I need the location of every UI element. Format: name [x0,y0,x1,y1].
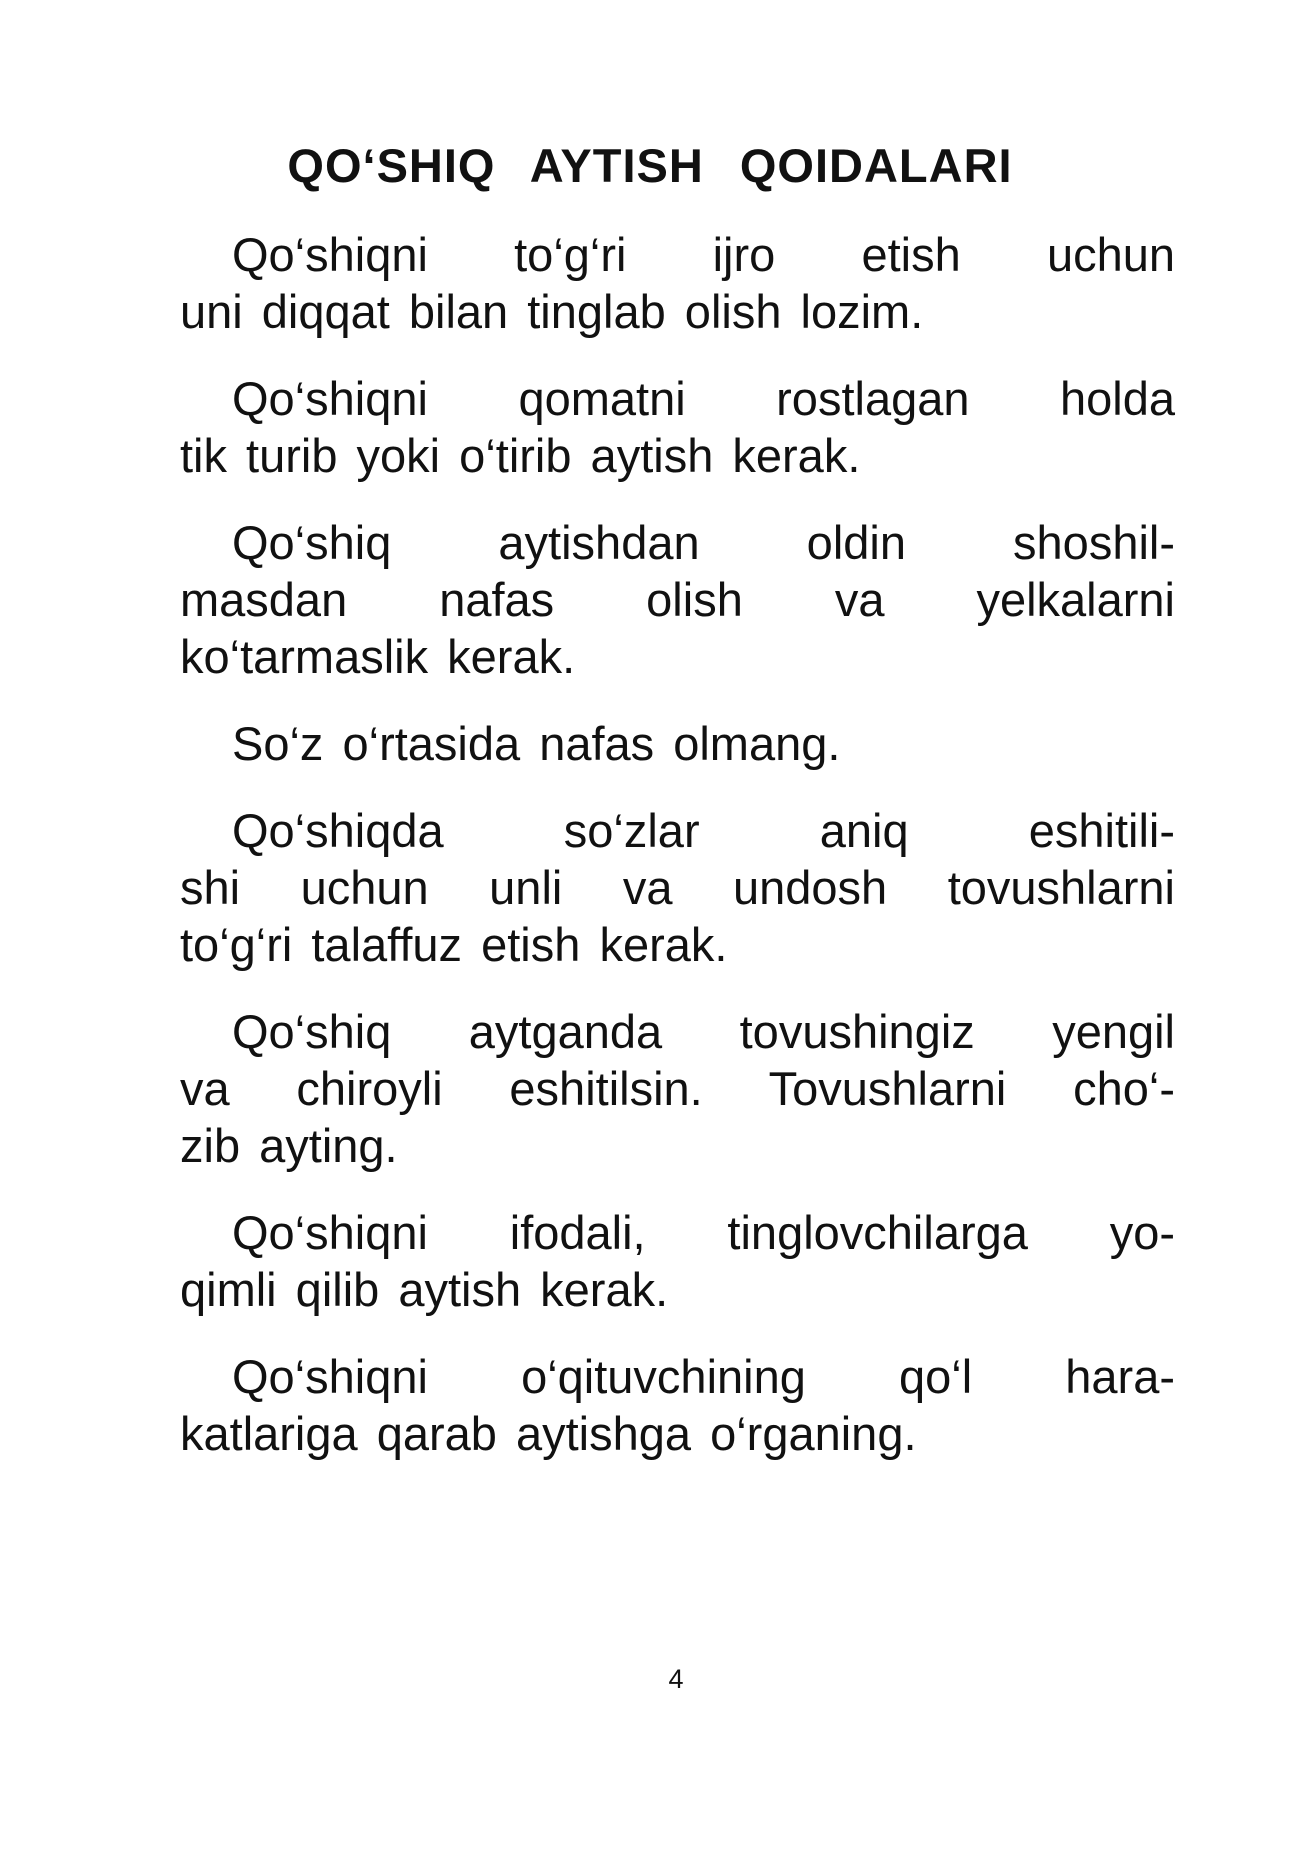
rule-line: Qo‘shiqda so‘zlar aniq eshitili- [232,804,1175,857]
rule-paragraph-1 [180,226,1175,340]
rule-line: to‘g‘ri talaffuz etish kerak. [180,918,728,971]
rule-paragraph-8 [180,1348,1175,1462]
rule-line: uni diqqat bilan tinglab olish lozim. [180,285,924,338]
rule-line: katlariga qarab aytishga o‘rganing. [180,1407,917,1460]
rule-line: va chiroyli eshitilsin. Tovushlarni cho‘- [180,1062,1175,1115]
rule-paragraph-2 [180,370,1175,484]
rule-line: Qo‘shiqni qomatni rostlagan holda [232,372,1175,425]
rule-line: shi uchun unli va undosh tovushlarni [180,861,1175,914]
rule-line: Qo‘shiqni to‘g‘ri ijro etish uchun [232,228,1175,281]
rule-line: zib ayting. [180,1119,398,1172]
rule-line: masdan nafas olish va yelkalarni [180,573,1175,626]
rule-paragraph-7 [180,1204,1175,1318]
rule-line: Qo‘shiq aytganda tovushingiz yengil [232,1005,1175,1058]
rule-line: Qo‘shiq aytishdan oldin shoshil- [232,516,1175,569]
rule-paragraph-3 [180,514,1175,685]
rule-paragraph-5 [180,802,1175,973]
page-number: 4 [668,1664,684,1694]
rule-line: Qo‘shiqni o‘qituvchining qo‘l hara- [232,1350,1175,1403]
rule-line: Qo‘shiqni ifodali, tinglovchilarga yo- [232,1206,1175,1259]
rule-line: So‘z o‘rtasida nafas olmang. [232,717,841,770]
rule-paragraph-6 [180,1003,1175,1174]
rule-line: ko‘tarmaslik kerak. [180,630,576,683]
rules-list [180,226,1175,1492]
rule-line: tik turib yoki o‘tirib aytish kerak. [180,429,861,482]
rule-paragraph-4 [180,715,1175,772]
page-title: QO‘SHIQ AYTISH QOIDALARI [287,139,1013,192]
rule-line: qimli qilib aytish kerak. [180,1263,669,1316]
